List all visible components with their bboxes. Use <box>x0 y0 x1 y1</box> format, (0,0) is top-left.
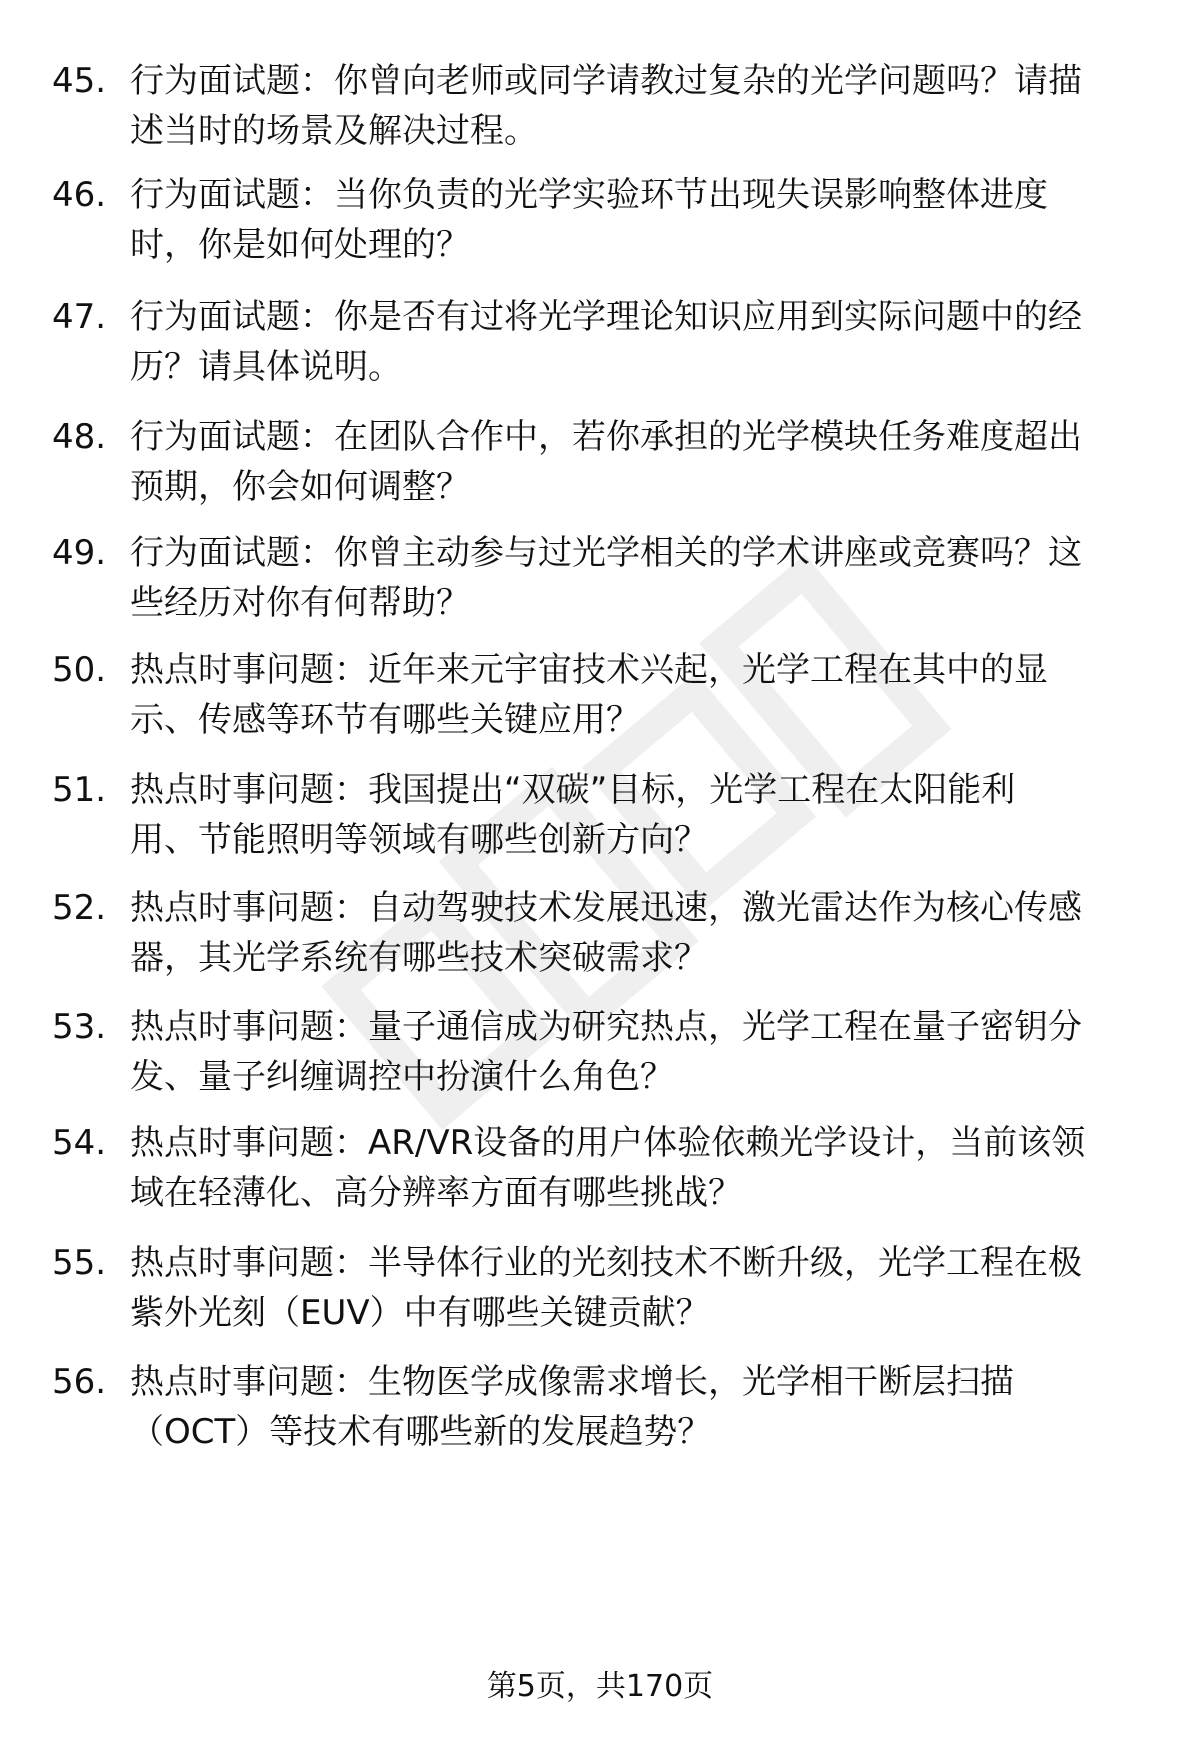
question-text-line: 行为面试题：你曾主动参与过光学相关的学术讲座或竞赛吗？这 <box>130 533 1082 573</box>
question-text-line: 热点时事问题：我国提出“双碳”目标，光学工程在太阳能利 <box>130 770 1016 810</box>
question-text-line: 预期，你会如何调整？ <box>130 467 470 507</box>
question-text-line: 时，你是如何处理的？ <box>130 225 470 265</box>
question-text <box>130 883 1150 983</box>
question-number: 47. <box>52 297 107 337</box>
question-number: 53. <box>52 1007 107 1047</box>
question-item-56 <box>0 1357 1200 1467</box>
question-text <box>130 1002 1150 1102</box>
question-item-53 <box>0 1002 1200 1112</box>
question-text-line: 紫外光刻（EUV）中有哪些关键贡献？ <box>130 1293 710 1333</box>
question-text <box>130 528 1150 628</box>
question-number: 55. <box>52 1243 107 1283</box>
question-item-50 <box>0 645 1200 755</box>
question-text <box>130 1118 1150 1218</box>
question-text-line: 发、量子纠缠调控中扮演什么角色？ <box>130 1057 674 1097</box>
question-item-55 <box>0 1238 1200 1348</box>
question-number: 54. <box>52 1123 107 1163</box>
question-text-line: 示、传感等环节有哪些关键应用？ <box>130 700 640 740</box>
question-text <box>130 170 1150 270</box>
question-item-52 <box>0 883 1200 993</box>
question-text <box>130 1238 1150 1338</box>
question-item-46 <box>0 170 1200 280</box>
question-text-line: （OCT）等技术有哪些新的发展趋势？ <box>130 1412 712 1452</box>
question-text-line: 域在轻薄化、高分辨率方面有哪些挑战？ <box>130 1173 742 1213</box>
question-text-line: 行为面试题：你是否有过将光学理论知识应用到实际问题中的经 <box>130 297 1082 337</box>
question-text <box>130 1357 1150 1457</box>
question-text-line: 行为面试题：当你负责的光学实验环节出现失误影响整体进度 <box>130 175 1048 215</box>
question-text-line: 历？请具体说明。 <box>130 347 402 387</box>
question-item-54 <box>0 1118 1200 1228</box>
question-number: 45. <box>52 61 107 101</box>
question-item-48 <box>0 412 1200 522</box>
question-text-line: 热点时事问题：自动驾驶技术发展迅速，激光雷达作为核心传感 <box>130 888 1082 928</box>
question-text-line: 热点时事问题：生物医学成像需求增长，光学相干断层扫描 <box>130 1362 1014 1402</box>
question-item-49 <box>0 528 1200 638</box>
question-text-line: 热点时事问题：近年来元宇宙技术兴起，光学工程在其中的显 <box>130 650 1048 690</box>
question-text-line: 行为面试题：在团队合作中，若你承担的光学模块任务难度超出 <box>130 417 1082 457</box>
question-item-45 <box>0 56 1200 166</box>
question-text <box>130 292 1150 392</box>
question-text <box>130 645 1150 745</box>
question-text-line: 热点时事问题：量子通信成为研究热点，光学工程在量子密钥分 <box>130 1007 1082 1047</box>
question-text <box>130 56 1150 156</box>
question-number: 52. <box>52 888 107 928</box>
question-text-line: 些经历对你有何帮助？ <box>130 583 470 623</box>
question-text-line: 热点时事问题：半导体行业的光刻技术不断升级，光学工程在极 <box>130 1243 1082 1283</box>
question-text <box>130 765 1150 865</box>
question-item-51 <box>0 765 1200 875</box>
question-text-line: 述当时的场景及解决过程。 <box>130 111 538 151</box>
question-item-47 <box>0 292 1200 402</box>
question-number: 51. <box>52 770 107 810</box>
question-text-line: 行为面试题：你曾向老师或同学请教过复杂的光学问题吗？请描 <box>130 61 1082 101</box>
question-number: 50. <box>52 650 107 690</box>
page-number-footer: 第5页，共170页 <box>486 1669 714 1704</box>
question-number: 48. <box>52 417 107 457</box>
question-text-line: 热点时事问题：AR/VR设备的用户体验依赖光学设计，当前该领 <box>130 1123 1086 1163</box>
question-number: 49. <box>52 533 107 573</box>
question-number: 46. <box>52 175 107 215</box>
question-text-line: 器，其光学系统有哪些技术突破需求？ <box>130 938 708 978</box>
question-number: 56. <box>52 1362 107 1402</box>
question-text-line: 用、节能照明等领域有哪些创新方向？ <box>130 820 708 860</box>
question-text <box>130 412 1150 512</box>
